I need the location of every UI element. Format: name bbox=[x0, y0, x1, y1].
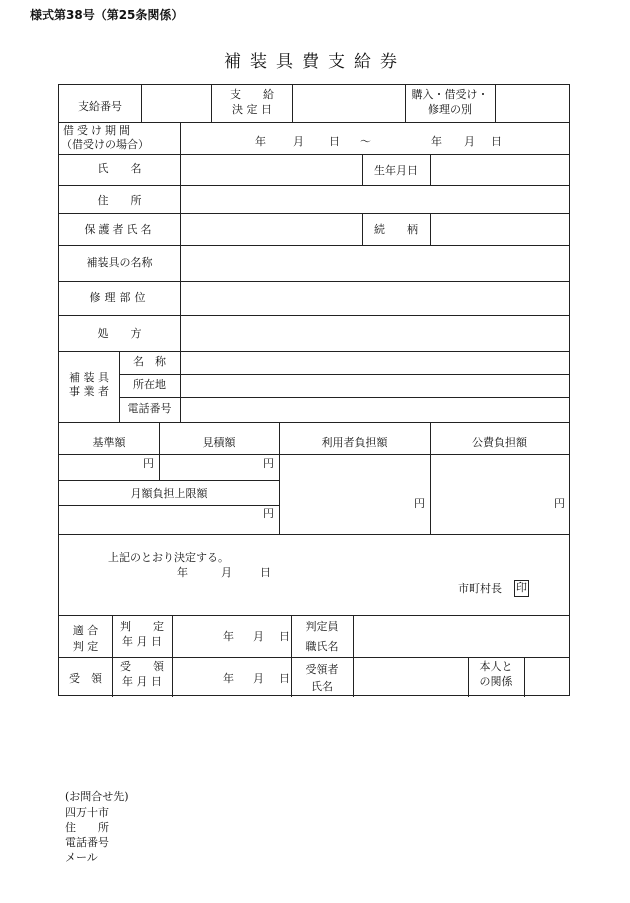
estimate-amount-yen: 円 bbox=[263, 457, 274, 470]
vendor-label-1: 補 装 具 bbox=[69, 371, 109, 384]
decision-day: 日 bbox=[260, 566, 271, 579]
form-number: 様式第38号（第25条関係） bbox=[30, 8, 184, 22]
receipt-date-label-1: 受 領 bbox=[120, 660, 164, 673]
category-label-1: 購入・借受け・ bbox=[411, 88, 489, 101]
monthly-cap-yen: 円 bbox=[263, 507, 274, 520]
period-start-year: 年 bbox=[255, 135, 266, 148]
judgment-date-label-1: 判 定 bbox=[120, 620, 164, 633]
contact-header: (お問合せ先) bbox=[65, 790, 129, 803]
vendor-label-2: 事 業 者 bbox=[69, 385, 109, 398]
vendor-name-label: 名 称 bbox=[133, 355, 166, 368]
receipt-date-label-2: 年 月 日 bbox=[122, 675, 162, 688]
decision-date-label-2: 決 定 日 bbox=[232, 103, 272, 116]
receipt-month: 月 bbox=[253, 672, 264, 685]
category-label-2: 修理の別 bbox=[428, 103, 472, 116]
guardian-name-label: 保護者氏名 bbox=[84, 223, 155, 236]
decision-year: 年 bbox=[177, 566, 188, 579]
standard-amount-yen: 円 bbox=[143, 457, 154, 470]
judgment-date-label-2: 年 月 日 bbox=[122, 635, 162, 648]
self-relation-label-2: の関係 bbox=[479, 675, 513, 688]
decision-text: 上記のとおり決定する。 bbox=[108, 551, 229, 564]
receipt-year: 年 bbox=[223, 672, 234, 685]
page-title: 補装具費支給券 bbox=[224, 52, 406, 72]
contact-address-label: 住 所 bbox=[65, 821, 109, 834]
vendor-location-label: 所在地 bbox=[133, 378, 166, 391]
contact-phone-label: 電話番号 bbox=[65, 836, 109, 849]
period-end-year: 年 bbox=[431, 135, 442, 148]
prescription-label: 処 方 bbox=[97, 327, 142, 340]
judge-label-2: 職氏名 bbox=[305, 640, 339, 653]
judgment-month: 月 bbox=[253, 630, 264, 643]
user-burden-header: 利用者負担額 bbox=[321, 436, 388, 449]
period-start-day: 日 bbox=[329, 135, 340, 148]
public-burden-yen: 円 bbox=[554, 497, 565, 510]
self-relation-label-1: 本人と bbox=[479, 660, 513, 673]
monthly-cap-label: 月額負担上限額 bbox=[130, 487, 208, 500]
address-label: 住 所 bbox=[97, 194, 142, 207]
relationship-label: 続 柄 bbox=[374, 223, 418, 236]
decision-date-label-1: 支 給 bbox=[230, 88, 274, 101]
birth-date-label: 生年月日 bbox=[374, 164, 418, 177]
standard-amount-header: 基準額 bbox=[92, 436, 126, 449]
contact-email-label: メール bbox=[65, 851, 98, 864]
contact-city: 四万十市 bbox=[65, 806, 109, 819]
receipt-day: 日 bbox=[279, 672, 290, 685]
period-end-month: 月 bbox=[464, 135, 475, 148]
conformity-label-1: 適 合 bbox=[72, 624, 99, 637]
mayor-label: 市町村長 bbox=[458, 582, 502, 595]
rental-period-label-1: 借受け期間 bbox=[63, 124, 133, 137]
form-table bbox=[58, 84, 570, 696]
user-burden-yen: 円 bbox=[414, 497, 425, 510]
judgment-year: 年 bbox=[223, 630, 234, 643]
decision-month: 月 bbox=[221, 566, 232, 579]
estimate-amount-header: 見積額 bbox=[202, 436, 236, 449]
public-burden-header: 公費負担額 bbox=[472, 436, 527, 449]
name-label: 氏 名 bbox=[97, 162, 142, 175]
recipient-label-1: 受領者 bbox=[305, 663, 339, 676]
seal-stamp: 印 bbox=[514, 580, 529, 597]
vendor-phone-label: 電話番号 bbox=[127, 402, 172, 415]
period-tilde: ～ bbox=[360, 135, 371, 148]
rental-period-label-2: （借受けの場合） bbox=[61, 138, 149, 151]
judgment-day: 日 bbox=[279, 630, 290, 643]
recipient-label-2: 氏名 bbox=[311, 680, 333, 693]
device-name-label: 補装具の名称 bbox=[86, 256, 153, 269]
receipt-label: 受 領 bbox=[69, 672, 102, 685]
period-end-day: 日 bbox=[491, 135, 502, 148]
repair-area-label: 修理部位 bbox=[89, 291, 150, 304]
judge-label-1: 判定員 bbox=[305, 620, 339, 633]
period-start-month: 月 bbox=[293, 135, 304, 148]
conformity-label-2: 判 定 bbox=[72, 640, 99, 653]
payment-number-label: 支給番号 bbox=[78, 100, 122, 113]
